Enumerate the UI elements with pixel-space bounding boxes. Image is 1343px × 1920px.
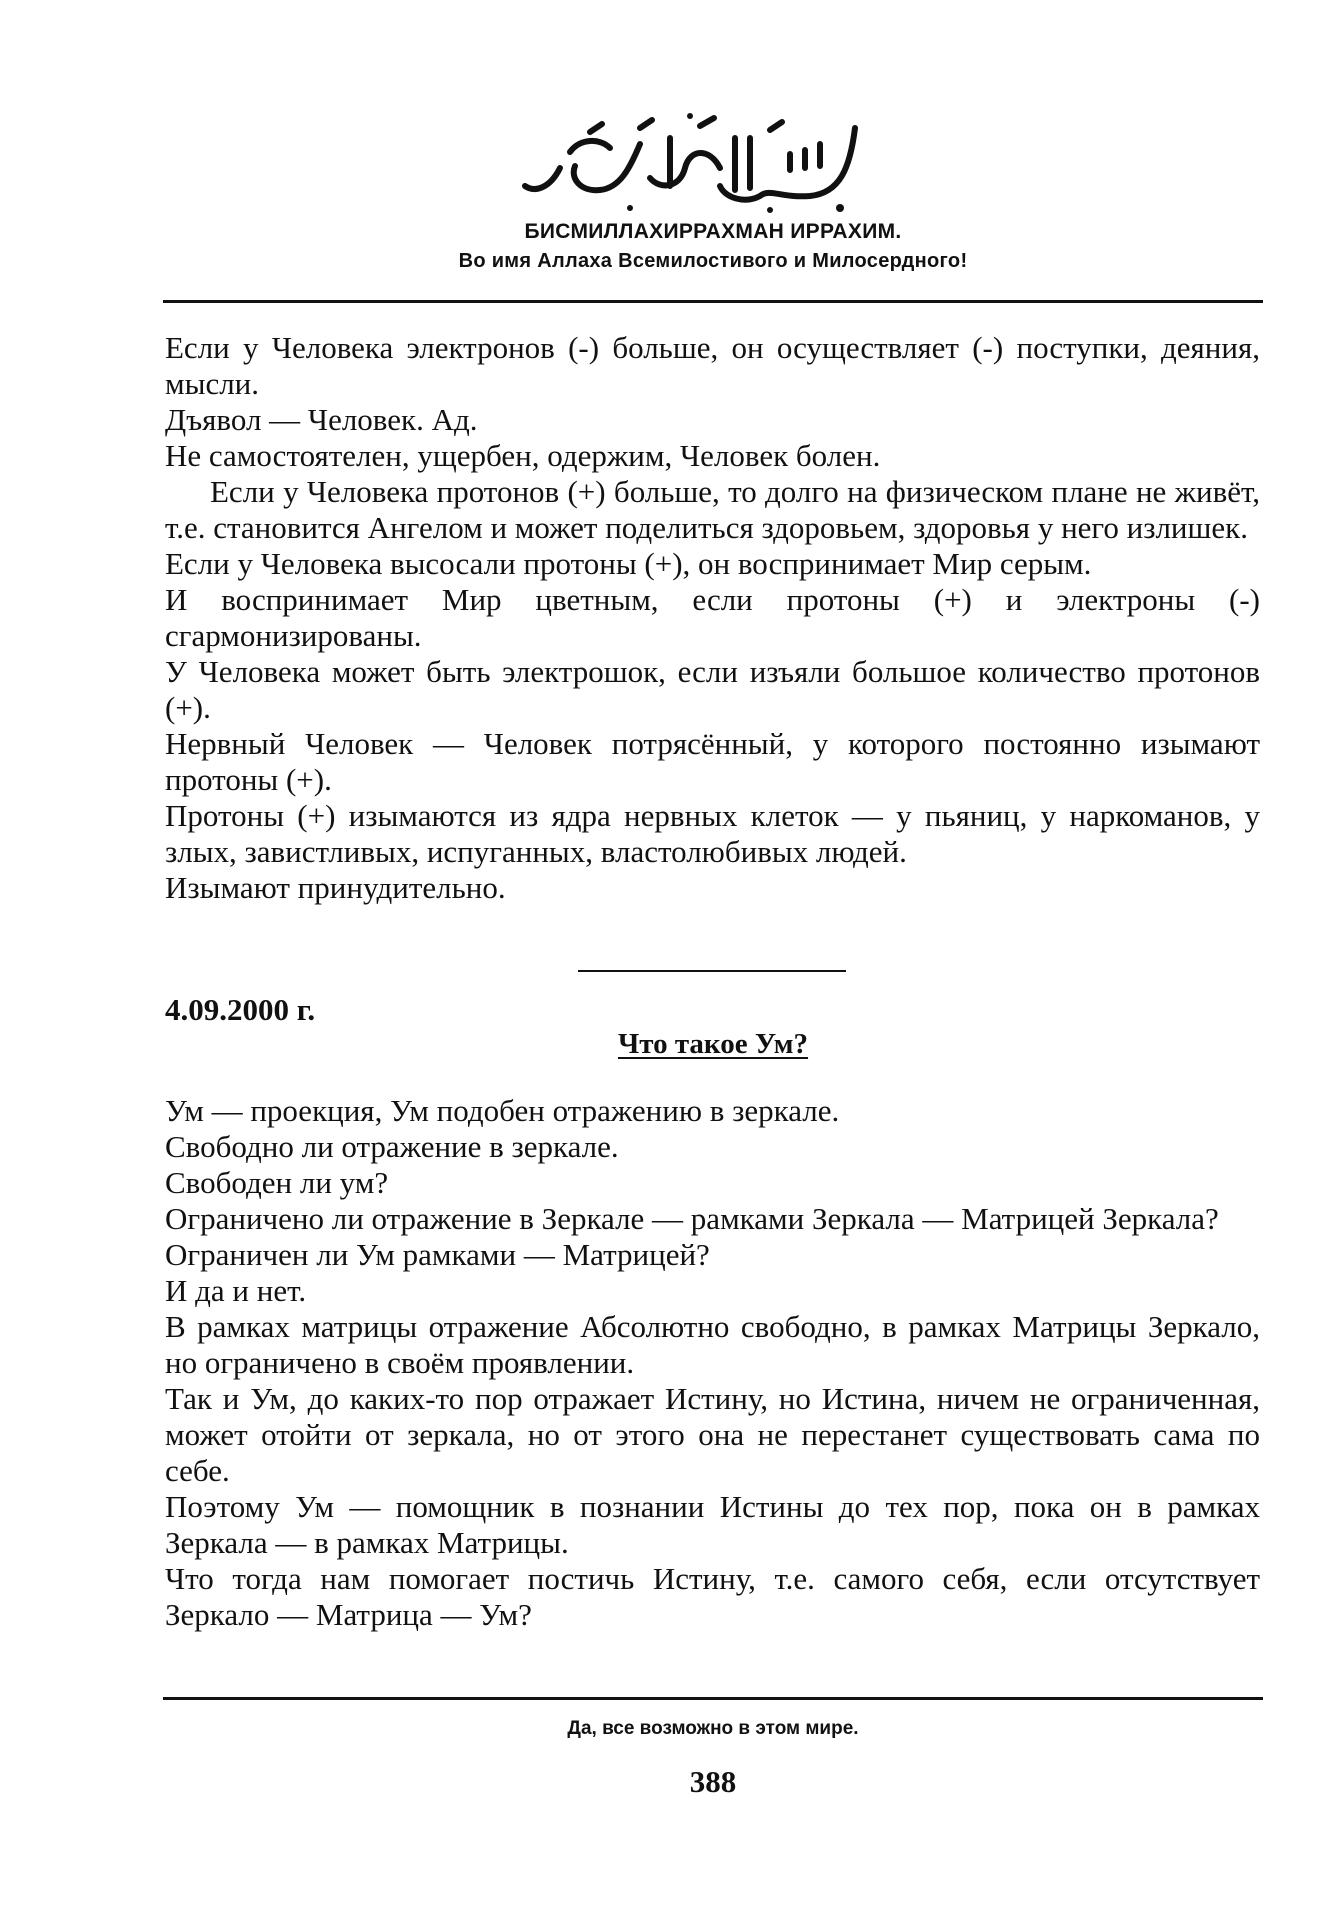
page-number: 388 — [689, 1764, 737, 1799]
paragraph: Ограничено ли отражение в Зеркале — рамками Зеркала — Матрицей Зеркала? — [165, 1201, 1219, 1236]
paragraph: Если у Человека высосали протоны (+), он воспринимает Мир серым. — [165, 546, 1092, 581]
paragraph: Свободен ли ум? — [165, 1165, 389, 1200]
header-divider — [163, 300, 1263, 303]
paragraph: И воспринимает Мир цветным, если протоны (+) и электроны (-) сгармонизированы. — [165, 582, 1260, 653]
text-block-mind — [165, 1093, 1260, 1633]
header-subtitle: Во имя Аллаха Всемилостивого и Милосердного! — [458, 250, 968, 272]
text-block-electrons — [165, 330, 1260, 906]
paragraph: Свободно ли отражение в зеркале. — [165, 1129, 619, 1164]
paragraph: Так и Ум, до каких-то пор отражает Истину, но Истина, ничем не ограниченная, может отойти от зеркала, но от этого она не перестанет существовать сама по себе. — [165, 1381, 1260, 1488]
paragraph: Ум — проекция, Ум подобен отражению в зеркале. — [165, 1093, 840, 1128]
paragraph: У Человека может быть электрошок, если изъяли большое количество протонов (+). — [165, 654, 1260, 725]
paragraph: И да и нет. — [165, 1273, 307, 1308]
section-title: Что такое Ум? — [617, 1028, 809, 1060]
paragraph: Если у Человека электронов (-) больше, он осуществляет (-) поступки, деяния, мысли. — [165, 330, 1260, 401]
paragraph: Дъявол — Человек. Ад. — [165, 402, 478, 437]
paragraph: Нервный Человек — Человек потрясённый, у которого постоянно изымают протоны (+). — [165, 726, 1260, 797]
paragraph: Ограничен ли Ум рамками — Матрицей? — [165, 1237, 710, 1272]
paragraph: Если у Человека протонов (+) больше, то долго на физическом плане не живёт, т.е. становится Ангелом и может поделиться здоровьем, здоровья у него излишек. — [165, 474, 1260, 545]
entry-date: 4.09.2000 г. — [165, 992, 316, 1027]
paragraph: Поэтому Ум — помощник в познании Истины до тех пор, пока он в рамках Зеркала — в рамках Матрицы. — [165, 1489, 1260, 1560]
paragraph: В рамках матрицы отражение Абсолютно свободно, в рамках Матрицы Зеркало, но ограничено в своём проявлении. — [165, 1309, 1260, 1380]
paragraph: Не самостоятелен, ущербен, одержим, Человек болен. — [165, 438, 881, 473]
basmala-calligraphy-icon — [520, 108, 880, 216]
section-divider — [578, 970, 846, 972]
footer-divider — [163, 1697, 1263, 1700]
paragraph: Изымают принудительно. — [165, 870, 506, 905]
footer-motto: Да, все возможно в этом мире. — [567, 1718, 859, 1739]
paragraph: Протоны (+) изымаются из ядра нервных клеток — у пьяниц, у наркоманов, у злых, завистливых, испуганных, властолюбивых людей. — [165, 798, 1260, 869]
header-title: БИСМИЛЛАХИРРАХМАН ИРРАХИМ. — [524, 220, 902, 243]
paragraph: Что тогда нам помогает постичь Истину, т.е. самого себя, если отсутствует Зеркало — Матрица — Ум? — [165, 1561, 1260, 1632]
